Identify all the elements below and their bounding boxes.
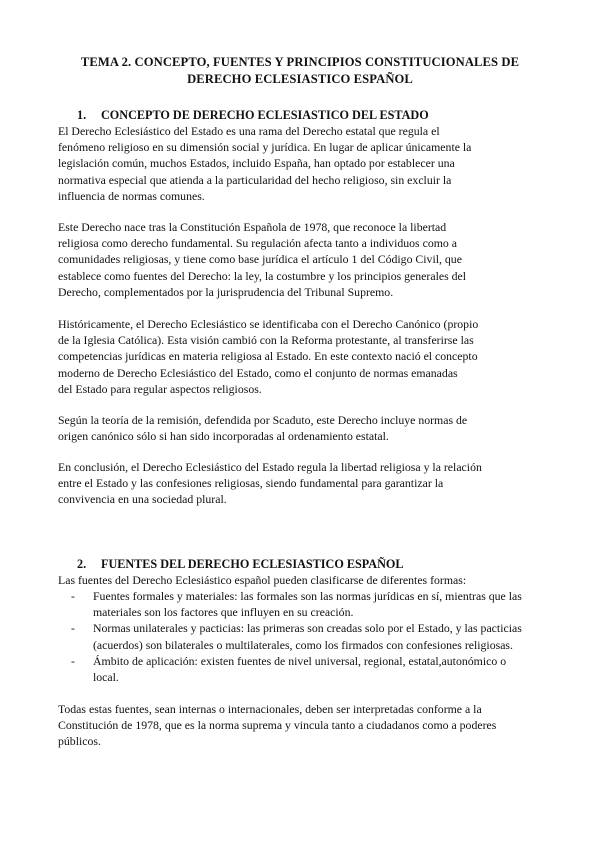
paragraph-line: Las fuentes del Derecho Eclesiástico español pueden clasificarse de diferentes formas: bbox=[58, 573, 467, 587]
paragraph-line: Según la teoría de la remisión, defendida por Scaduto, este Derecho incluye normas de bbox=[58, 413, 468, 427]
paragraph-line: fenómeno religioso en su dimensión social y jurídica. En lugar de aplicar únicamente la bbox=[58, 140, 472, 155]
bullet-dash: - bbox=[71, 589, 75, 603]
paragraph-line: competencias jurídicas en materia religiosa al Estado. En este contexto nació el concepto bbox=[58, 349, 478, 364]
section-2-heading-text: FUENTES DEL DERECHO ECLESIASTICO ESPAÑOL bbox=[101, 557, 404, 571]
paragraph-line: Derecho, complementados por la jurisprudencia del Tribunal Supremo. bbox=[58, 284, 394, 299]
section-1-paragraph-4 bbox=[58, 412, 558, 444]
paragraph-line: públicos. bbox=[58, 734, 101, 749]
list-item-line: materiales son los factores que influyen en su creación. bbox=[93, 605, 354, 620]
sources-list bbox=[58, 588, 558, 685]
document-title bbox=[40, 54, 560, 88]
paragraph-line: Todas estas fuentes, sean internas o internacionales, deben ser interpretadas conforme a la bbox=[58, 702, 482, 716]
section-1-paragraph-2 bbox=[58, 219, 558, 300]
paragraph-line: comunidades religiosas, y tiene como base jurídica el artículo 1 del Código Civil, que bbox=[58, 252, 462, 267]
paragraph-line: influencia de normas comunes. bbox=[58, 188, 205, 203]
paragraph-line: moderno de Derecho Eclesiástico del Estado, como el conjunto de normas emanadas bbox=[58, 365, 458, 380]
list-item bbox=[58, 620, 558, 652]
list-item-line: Fuentes formales y materiales: las formales son las normas jurídicas en sí, mientras que las bbox=[93, 589, 522, 603]
section-1-paragraph-3 bbox=[58, 316, 558, 397]
section-2-number: 2. bbox=[77, 557, 87, 571]
list-item-line: Ámbito de aplicación: existen fuentes de nivel universal, regional, estatal,autonómico o bbox=[93, 653, 507, 668]
section-2-intro bbox=[58, 572, 558, 588]
paragraph-line: establece como fuentes del Derecho: la ley, la costumbre y los principios generales del bbox=[58, 268, 467, 283]
paragraph-line: Históricamente, el Derecho Eclesiástico se identificaba con el Derecho Canónico (propio bbox=[58, 317, 479, 331]
section-1-paragraph-1 bbox=[58, 123, 558, 204]
section-1-number: 1. bbox=[77, 108, 87, 122]
section-1-heading-text: CONCEPTO DE DERECHO ECLESIASTICO DEL ESTADO bbox=[101, 108, 429, 122]
list-item-line: local. bbox=[93, 670, 119, 685]
paragraph-line: entre el Estado y las confesiones religiosas, siendo fundamental para garantizar la bbox=[58, 476, 444, 491]
paragraph-line: El Derecho Eclesiástico del Estado es una rama del Derecho estatal que regula el bbox=[58, 124, 440, 138]
paragraph-line: legislación común, muchos Estados, incluido España, han optado por establecer una bbox=[58, 156, 455, 171]
list-item-line: Normas unilaterales y pacticias: las primeras son creadas solo por el Estado, y las pacticias bbox=[93, 621, 522, 636]
paragraph-line: religiosa como derecho fundamental. Su regulación afecta tanto a individuos como a bbox=[58, 236, 457, 251]
section-1-heading bbox=[77, 107, 429, 123]
section-2-closing-paragraph bbox=[58, 701, 558, 750]
paragraph-line: de la Iglesia Católica). Esta visión cambió con la Reforma protestante, al transferirse las bbox=[58, 333, 474, 348]
paragraph-line: convivencia en una sociedad plural. bbox=[58, 492, 227, 507]
list-item bbox=[58, 653, 558, 685]
paragraph-line: En conclusión, el Derecho Eclesiástico del Estado regula la libertad religiosa y la relación bbox=[58, 460, 482, 474]
paragraph-line: normativa especial que atienda a la particularidad del hecho religioso, sin excluir la bbox=[58, 172, 452, 187]
section-1-paragraph-5 bbox=[58, 459, 558, 508]
list-item bbox=[58, 588, 558, 620]
section-2-heading bbox=[77, 556, 404, 572]
title-line-1: TEMA 2. CONCEPTO, FUENTES Y PRINCIPIOS CONSTITUCIONALES DE bbox=[80, 55, 520, 69]
bullet-dash: - bbox=[71, 653, 75, 668]
title-line-2: DERECHO ECLESIASTICO ESPAÑOL bbox=[187, 72, 413, 86]
paragraph-line: origen canónico sólo si han sido incorporadas al ordenamiento estatal. bbox=[58, 429, 389, 444]
paragraph-line: del Estado para regular aspectos religiosos. bbox=[58, 381, 262, 396]
bullet-dash: - bbox=[71, 621, 75, 636]
paragraph-line: Constitución de 1978, que es la norma suprema y vincula tanto a ciudadanos como a poderes bbox=[58, 718, 497, 733]
list-item-line: (acuerdos) son bilaterales o multilaterales, como los firmados con confesiones religiosas. bbox=[93, 637, 513, 652]
paragraph-line: Este Derecho nace tras la Constitución Española de 1978, que reconoce la libertad bbox=[58, 220, 447, 234]
